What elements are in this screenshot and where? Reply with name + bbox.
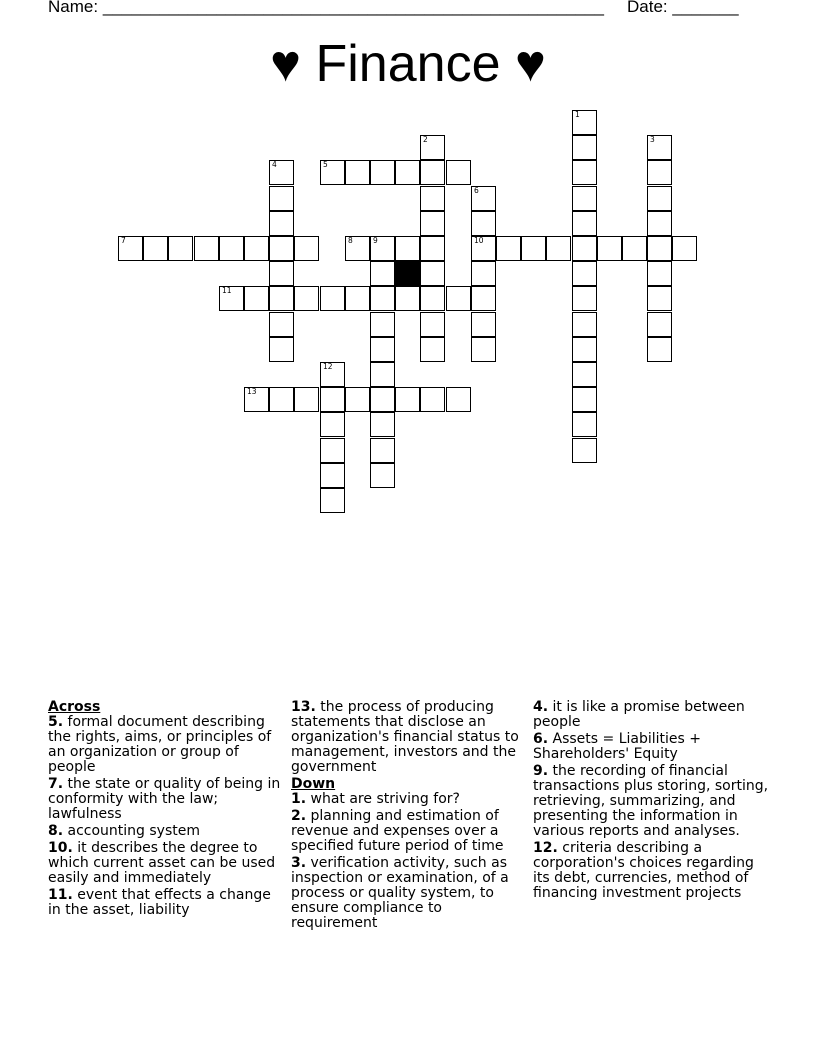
clue-down-12: 12. criteria describing a corporation's choices regarding its debt, currencies, method of financing investment projects bbox=[533, 840, 754, 901]
grid-cell[interactable] bbox=[420, 135, 445, 160]
date-label: Date: bbox=[627, 0, 668, 16]
grid-cell[interactable] bbox=[294, 236, 319, 261]
grid-cell[interactable] bbox=[597, 236, 622, 261]
grid-cell[interactable] bbox=[345, 236, 370, 261]
grid-cell[interactable] bbox=[572, 160, 597, 185]
grid-cell[interactable] bbox=[471, 312, 496, 337]
clue-number: 4 bbox=[272, 160, 277, 169]
clue-number: 3 bbox=[650, 135, 655, 144]
grid-cell[interactable] bbox=[269, 160, 294, 185]
grid-cell[interactable] bbox=[496, 236, 521, 261]
clue-number: 10 bbox=[474, 236, 484, 245]
grid-cell[interactable] bbox=[647, 186, 672, 211]
grid-cell[interactable] bbox=[370, 362, 395, 387]
grid-cell[interactable] bbox=[269, 387, 294, 412]
grid-cell[interactable] bbox=[269, 312, 294, 337]
clue-down-4: 4. it is like a promise between people bbox=[533, 699, 745, 730]
clue-number: 5 bbox=[323, 160, 328, 169]
name-line[interactable]: _____________________________________________________ bbox=[102, 0, 604, 16]
grid-cell[interactable] bbox=[269, 286, 294, 311]
grid-cell[interactable] bbox=[320, 160, 345, 185]
grid-cell[interactable] bbox=[647, 211, 672, 236]
grid-cell[interactable] bbox=[395, 160, 420, 185]
grid-cell[interactable] bbox=[521, 236, 546, 261]
grid-cell[interactable] bbox=[345, 387, 370, 412]
clues-column-1 bbox=[48, 700, 288, 920]
grid-cell[interactable] bbox=[572, 110, 597, 135]
grid-cell[interactable] bbox=[471, 337, 496, 362]
grid-cell[interactable] bbox=[647, 135, 672, 160]
grid-cell[interactable] bbox=[471, 236, 496, 261]
across-heading: Across bbox=[48, 699, 101, 715]
grid-cell[interactable] bbox=[269, 337, 294, 362]
grid-cell[interactable] bbox=[572, 186, 597, 211]
grid-cell[interactable] bbox=[471, 261, 496, 286]
grid-cell[interactable] bbox=[420, 186, 445, 211]
grid-cell[interactable] bbox=[269, 186, 294, 211]
clue-number: 2 bbox=[423, 135, 428, 144]
grid-cell[interactable] bbox=[420, 160, 445, 185]
grid-cell[interactable] bbox=[647, 337, 672, 362]
grid-cell[interactable] bbox=[370, 463, 395, 488]
name-label: Name: bbox=[48, 0, 99, 16]
down-heading: Down bbox=[291, 776, 336, 792]
grid-cell[interactable] bbox=[647, 236, 672, 261]
grid-cell[interactable] bbox=[420, 211, 445, 236]
clue-number: 6 bbox=[474, 186, 479, 195]
grid-cell[interactable] bbox=[370, 412, 395, 437]
clue-across-5: 5. formal document describing the rights, aims, or principles of an organization or group of people bbox=[48, 714, 272, 775]
grid-cell[interactable] bbox=[168, 236, 193, 261]
grid-cell[interactable] bbox=[647, 261, 672, 286]
clue-number: 13 bbox=[247, 387, 257, 396]
grid-cell[interactable] bbox=[672, 236, 697, 261]
grid-cell[interactable] bbox=[320, 362, 345, 387]
page-title: ♥ Finance ♥ bbox=[270, 35, 546, 93]
grid-cell[interactable] bbox=[370, 160, 395, 185]
grid-cell[interactable] bbox=[244, 236, 269, 261]
grid-cell[interactable] bbox=[370, 387, 395, 412]
grid-cell[interactable] bbox=[420, 312, 445, 337]
grid-cell[interactable] bbox=[647, 312, 672, 337]
clue-number: 9 bbox=[373, 236, 378, 245]
grid-cell[interactable] bbox=[320, 387, 345, 412]
grid-cell[interactable] bbox=[395, 236, 420, 261]
grid-cell[interactable] bbox=[320, 412, 345, 437]
clue-number: 7 bbox=[121, 236, 126, 245]
grid-cell[interactable] bbox=[294, 286, 319, 311]
clue-across-7: 7. the state or quality of being in conformity with the law; lawfulness bbox=[48, 776, 281, 822]
grid-cell[interactable] bbox=[320, 286, 345, 311]
grid-cell[interactable] bbox=[370, 261, 395, 286]
grid-cell[interactable] bbox=[446, 160, 471, 185]
grid-cell[interactable] bbox=[395, 387, 420, 412]
grid-cell[interactable] bbox=[269, 211, 294, 236]
grid-cell[interactable] bbox=[572, 286, 597, 311]
grid-cell[interactable] bbox=[546, 236, 571, 261]
grid-block bbox=[395, 261, 420, 286]
grid-cell[interactable] bbox=[194, 236, 219, 261]
grid-cell[interactable] bbox=[345, 160, 370, 185]
clue-down-2: 2. planning and estimation of revenue and expenses over a specified future period of time bbox=[291, 808, 504, 854]
grid-cell[interactable] bbox=[572, 211, 597, 236]
grid-cell[interactable] bbox=[471, 211, 496, 236]
clue-number: 1 bbox=[575, 110, 580, 119]
grid-cell[interactable] bbox=[572, 337, 597, 362]
grid-cell[interactable] bbox=[420, 236, 445, 261]
grid-cell[interactable] bbox=[572, 312, 597, 337]
grid-cell[interactable] bbox=[294, 387, 319, 412]
grid-cell[interactable] bbox=[471, 186, 496, 211]
grid-cell[interactable] bbox=[244, 286, 269, 311]
grid-cell[interactable] bbox=[572, 261, 597, 286]
grid-cell[interactable] bbox=[269, 261, 294, 286]
grid-cell[interactable] bbox=[320, 463, 345, 488]
clue-across-13: 13. the process of producing statements that disclose an organization's financial status to management, investors and the government bbox=[291, 699, 519, 775]
grid-cell[interactable] bbox=[572, 362, 597, 387]
grid-cell[interactable] bbox=[269, 236, 294, 261]
clue-down-1: 1. what are striving for? bbox=[291, 791, 460, 807]
date-line[interactable]: _______ bbox=[672, 0, 739, 16]
grid-cell[interactable] bbox=[420, 286, 445, 311]
clue-number: 8 bbox=[348, 236, 353, 245]
clue-across-8: 8. accounting system bbox=[48, 823, 201, 839]
grid-cell[interactable] bbox=[320, 488, 345, 513]
grid-cell[interactable] bbox=[370, 438, 395, 463]
grid-cell[interactable] bbox=[622, 236, 647, 261]
clue-down-9: 9. the recording of financial transactions plus storing, sorting, retrieving, summarizing, and presenting the information in various reports and analyses. bbox=[533, 763, 769, 839]
grid-cell[interactable] bbox=[219, 286, 244, 311]
grid-cell[interactable] bbox=[370, 337, 395, 362]
grid-cell[interactable] bbox=[446, 387, 471, 412]
grid-cell[interactable] bbox=[244, 387, 269, 412]
clues-column-2 bbox=[291, 700, 531, 933]
grid-cell[interactable] bbox=[370, 236, 395, 261]
grid-cell[interactable] bbox=[572, 438, 597, 463]
clues-column-3 bbox=[533, 700, 773, 903]
grid-cell[interactable] bbox=[420, 387, 445, 412]
clue-number: 12 bbox=[323, 362, 333, 371]
grid-cell[interactable] bbox=[647, 160, 672, 185]
clue-across-11: 11. event that effects a change in the asset, liability bbox=[48, 887, 271, 918]
grid-cell[interactable] bbox=[143, 236, 168, 261]
grid-cell[interactable] bbox=[572, 412, 597, 437]
grid-cell[interactable] bbox=[471, 286, 496, 311]
grid-cell[interactable] bbox=[572, 387, 597, 412]
grid-cell[interactable] bbox=[219, 236, 244, 261]
grid-cell[interactable] bbox=[320, 438, 345, 463]
grid-cell[interactable] bbox=[572, 135, 597, 160]
grid-cell[interactable] bbox=[420, 337, 445, 362]
grid-cell[interactable] bbox=[572, 236, 597, 261]
grid-cell[interactable] bbox=[647, 286, 672, 311]
clue-number: 11 bbox=[222, 286, 232, 295]
grid-cell[interactable] bbox=[370, 286, 395, 311]
clue-down-6: 6. Assets = Liabilities + Shareholders' Equity bbox=[533, 731, 701, 762]
clue-down-3: 3. verification activity, such as inspection or examination, of a process or quality system, to ensure compliance to requirement bbox=[291, 855, 509, 931]
grid-cell[interactable] bbox=[420, 261, 445, 286]
clue-across-10: 10. it describes the degree to which current asset can be used easily and immediately bbox=[48, 840, 276, 886]
grid-cell[interactable] bbox=[118, 236, 143, 261]
grid-cell[interactable] bbox=[345, 286, 370, 311]
grid-cell[interactable] bbox=[370, 312, 395, 337]
grid-cell[interactable] bbox=[395, 286, 420, 311]
grid-cell[interactable] bbox=[446, 286, 471, 311]
